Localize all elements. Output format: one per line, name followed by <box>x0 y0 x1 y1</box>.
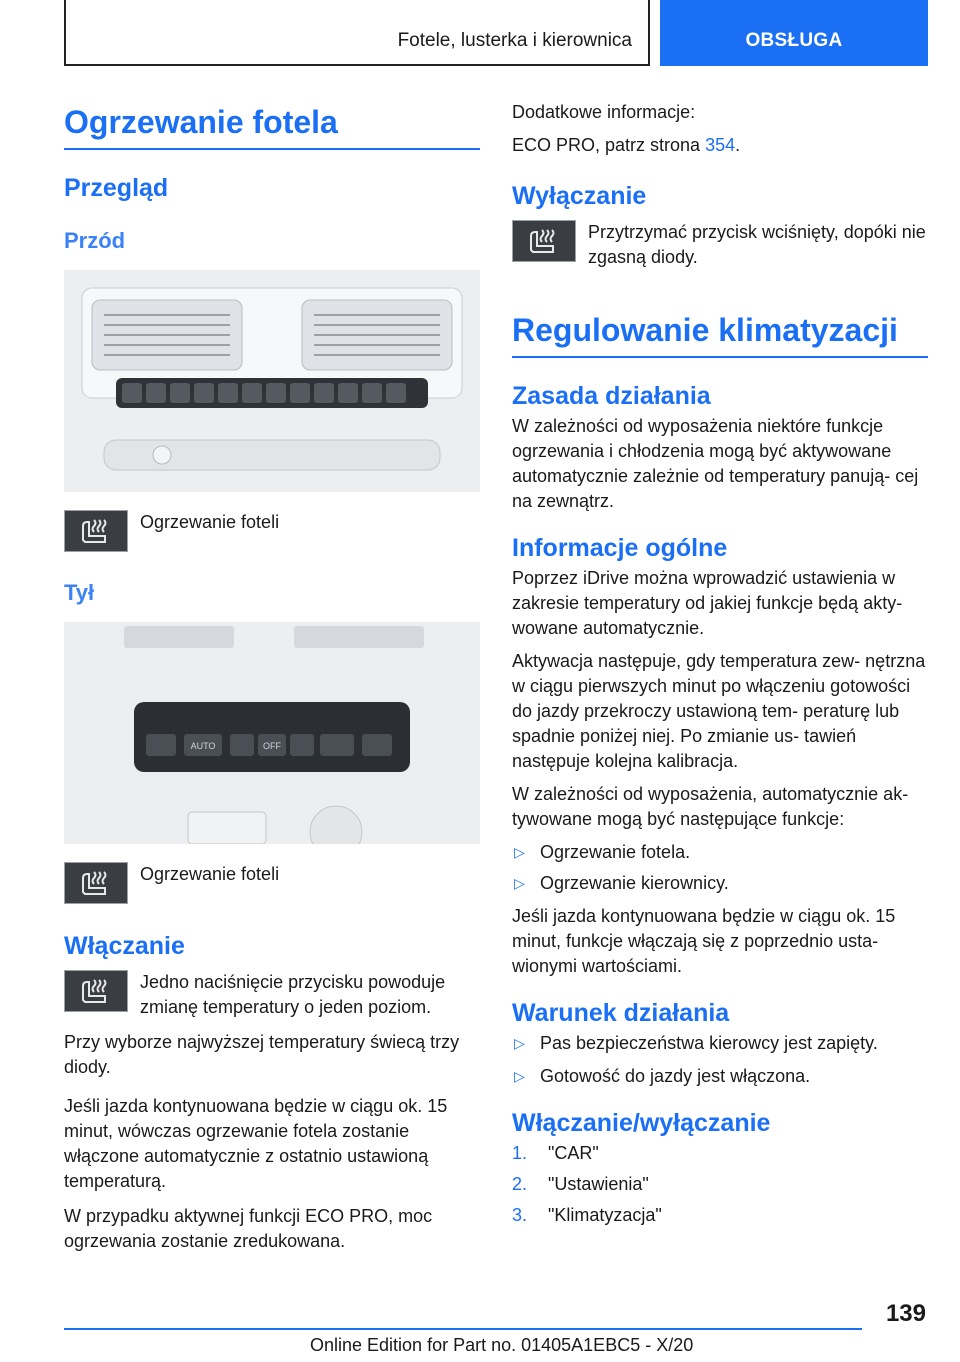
footer-divider <box>64 1328 862 1330</box>
page-header <box>64 0 928 66</box>
general-paragraph-4: Jeśli jazda kontynuowana będzie w ciągu ok. 15 minut, funkcje włączają się z poprzednio usta- wionymi wartościami. <box>512 906 896 976</box>
list-item-text: Pas bezpieczeństwa kierowcy jest zapięty. <box>540 1033 878 1053</box>
heading-condition: Warunek działania <box>512 999 730 1027</box>
seat-heating-glyph <box>79 516 113 546</box>
list-item-text: Ogrzewanie fotela. <box>540 842 691 862</box>
general-paragraph-3: W zależności od wyposażenia, automatycznie ak- tywowane mogą być następujące funkcje: <box>512 784 909 829</box>
edition-note: Online Edition for Part no. 01405A1EBC5 - X/20 <box>310 1335 694 1355</box>
eco-pro-page-link[interactable]: 354 <box>705 135 736 155</box>
section-title-seat-heating: Ogrzewanie fotela <box>64 100 480 150</box>
list-item <box>512 1031 928 1056</box>
rear-caption: Ogrzewanie foteli <box>140 864 280 884</box>
front-seat-heating-row <box>64 510 480 552</box>
paragraph-max-temp: Przy wyborze najwyższej temperatury świecą trzy diody. <box>64 1032 460 1077</box>
seat-heating-glyph <box>79 976 113 1006</box>
heading-principle: Zasada działania <box>512 382 711 410</box>
heading-general: Informacje ogólne <box>512 534 728 562</box>
heading-front: Przód <box>64 228 126 253</box>
extra-info-label: Dodatkowe informacje: <box>512 102 696 122</box>
steps-list <box>512 1141 928 1228</box>
eco-pro-reference <box>512 133 928 158</box>
heading-rear: Tył <box>64 580 95 605</box>
right-column <box>512 100 928 1228</box>
list-item <box>512 871 928 896</box>
heading-switch-off: Wyłączanie <box>512 182 647 210</box>
heading-switch-on: Włączanie <box>64 932 185 960</box>
front-console-photo <box>64 270 480 492</box>
list-item <box>512 1064 928 1089</box>
seat-heating-icon[interactable] <box>512 220 576 262</box>
seat-heating-glyph <box>79 868 113 898</box>
principle-text: W zależności od wyposażenia niektóre funkcje ogrzewania i chłodzenia mogą być aktywowane automatycznie zależnie od temperatury panują- cej na zewnątrz. <box>512 416 919 511</box>
rear-seat-heating-row <box>64 862 480 904</box>
step-item[interactable] <box>512 1141 928 1166</box>
auto-functions-list <box>512 840 928 896</box>
front-caption: Ogrzewanie foteli <box>140 512 280 532</box>
heading-on-off: Włączanie/wyłączanie <box>512 1109 771 1137</box>
bullet-triangle-icon: ▷ <box>514 1068 525 1084</box>
condition-list <box>512 1031 928 1089</box>
switch-on-row <box>64 970 480 1020</box>
step-text: "CAR" <box>548 1143 599 1163</box>
seat-heating-glyph <box>527 226 561 256</box>
rear-panel-off-label: OFF <box>263 741 281 751</box>
bullet-triangle-icon: ▷ <box>514 1035 525 1051</box>
seat-heating-icon[interactable] <box>64 510 128 552</box>
switch-off-text: Przytrzymać przycisk wciśnięty, dopóki nie zgasną diody. <box>588 222 926 267</box>
rear-console-photo <box>64 622 480 844</box>
list-item <box>512 840 928 865</box>
step-item[interactable] <box>512 1172 928 1197</box>
step-text: "Ustawienia" <box>548 1174 649 1194</box>
header-section-box <box>64 0 650 66</box>
front-console-illustration <box>64 270 480 492</box>
eco-pro-end: . <box>735 135 741 155</box>
bullet-triangle-icon: ▷ <box>514 875 525 891</box>
bullet-triangle-icon: ▷ <box>514 844 525 860</box>
general-paragraph-2: Aktywacja następuje, gdy temperatura zew- nętrzna w ciągu pierwszych minut po włączeniu gotowości do jazdy przekroczy ustawioną tem- peraturę lub spadnie poniżej niej. Po zmianie us- tawień następuje kolejna kalibracja. <box>512 651 926 771</box>
page-number: 139 <box>885 1300 926 1327</box>
step-number: 2. <box>512 1174 528 1194</box>
general-paragraph-1: Poprzez iDrive można wprowadzić ustawienia w zakresie temperatury od jakiej funkcje będą akty- wowane automatycznie. <box>512 568 903 638</box>
header-chapter-tab[interactable]: OBSŁUGA <box>660 0 928 66</box>
list-item-text: Ogrzewanie kierownicy. <box>540 873 729 893</box>
step-number: 3. <box>512 1205 528 1225</box>
rear-panel-auto-label: AUTO <box>190 741 216 751</box>
seat-heating-icon[interactable] <box>64 970 128 1012</box>
switch-off-row <box>512 220 928 270</box>
step-number: 1. <box>512 1143 528 1163</box>
step-text: "Klimatyzacja" <box>548 1205 662 1225</box>
switch-on-text: Jedno naciśnięcie przycisku powoduje zmianę temperatury o jeden poziom. <box>140 972 446 1017</box>
left-column <box>64 100 480 1254</box>
step-item[interactable] <box>512 1203 928 1228</box>
paragraph-auto-resume: Jeśli jazda kontynuowana będzie w ciągu ok. 15 minut, wówczas ogrzewanie fotela zostanie włączone automatycznie z ostatnio ustawioną temperaturą. <box>64 1096 448 1191</box>
heading-overview: Przegląd <box>64 174 169 202</box>
rear-console-illustration <box>64 622 480 844</box>
list-item-text: Gotowość do jazdy jest włączona. <box>540 1066 811 1086</box>
eco-pro-text: ECO PRO, patrz strona <box>512 135 706 155</box>
header-section-title: Fotele, lusterka i kierownica <box>397 30 632 51</box>
paragraph-eco-pro: W przypadku aktywnej funkcji ECO PRO, moc ogrzewania zostanie zredukowana. <box>64 1206 433 1251</box>
section-title-climate: Regulowanie klimatyzacji <box>512 308 928 358</box>
seat-heating-icon[interactable] <box>64 862 128 904</box>
